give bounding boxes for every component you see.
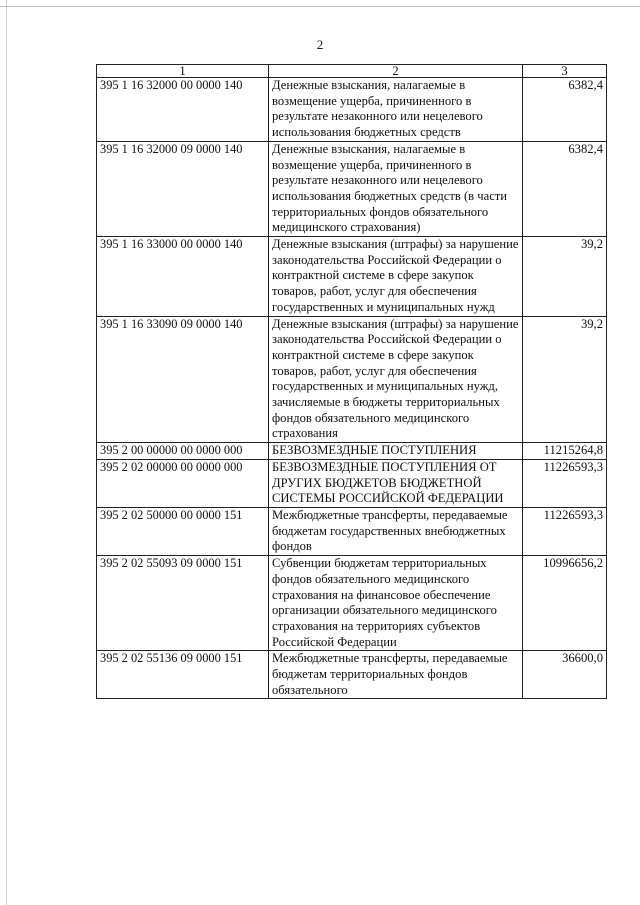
page-number: 2 xyxy=(316,37,324,52)
table-row xyxy=(97,556,607,651)
row-code: 395 2 02 55093 09 0000 151 xyxy=(97,556,269,651)
table-row xyxy=(97,141,607,236)
row-description: Межбюджетные трансферты, передаваемые бюджетам территориальных фондов обязательного xyxy=(269,651,523,699)
row-description: Денежные взыскания (штрафы) за нарушение законодательства Российской Федерации о контрактной системе в сфере закупок товаров, работ, услуг для обеспечения государственных и муниципальных нужд xyxy=(269,237,523,317)
column-header-1: 1 xyxy=(97,65,269,78)
table-row xyxy=(97,316,607,443)
table-row xyxy=(97,237,607,317)
table-row xyxy=(97,78,607,142)
row-amount: 36600,0 xyxy=(523,651,607,699)
scan-left-edge xyxy=(0,0,7,905)
row-amount: 11226593,3 xyxy=(523,459,607,507)
row-code: 395 2 02 00000 00 0000 000 xyxy=(97,459,269,507)
row-description: Денежные взыскания, налагаемые в возмещение ущерба, причиненного в результате незаконного или нецелевого использования бюджетных средств xyxy=(269,78,523,142)
row-amount: 10996656,2 xyxy=(523,556,607,651)
row-description: Денежные взыскания, налагаемые в возмещение ущерба, причиненного в результате незаконного или нецелевого использования бюджетных средств (в части территориальных фондов обязательного медицинского страхования) xyxy=(269,141,523,236)
row-code: 395 1 16 32000 00 0000 140 xyxy=(97,78,269,142)
row-code: 395 2 02 55136 09 0000 151 xyxy=(97,651,269,699)
row-code: 395 1 16 33090 09 0000 140 xyxy=(97,316,269,443)
column-header-3: 3 xyxy=(523,65,607,78)
row-code: 395 1 16 33000 00 0000 140 xyxy=(97,237,269,317)
table-row xyxy=(97,507,607,555)
row-amount: 6382,4 xyxy=(523,78,607,142)
column-header-2: 2 xyxy=(269,65,523,78)
scan-top-edge xyxy=(0,0,640,7)
row-description: Субвенции бюджетам территориальных фондов обязательного медицинского страхования на финансовое обеспечение организации обязательного медицинского страхования на территориях субъектов Российской Федерации xyxy=(269,556,523,651)
row-amount: 6382,4 xyxy=(523,141,607,236)
budget-revenue-table xyxy=(96,64,607,699)
row-description: Межбюджетные трансферты, передаваемые бюджетам государственных внебюджетных фондов xyxy=(269,507,523,555)
row-code: 395 1 16 32000 09 0000 140 xyxy=(97,141,269,236)
row-amount: 39,2 xyxy=(523,316,607,443)
table-row xyxy=(97,459,607,507)
table-row xyxy=(97,443,607,460)
row-code: 395 2 00 00000 00 0000 000 xyxy=(97,443,269,460)
row-description: БЕЗВОЗМЕЗДНЫЕ ПОСТУПЛЕНИЯ xyxy=(269,443,523,460)
table-row xyxy=(97,651,607,699)
row-amount: 39,2 xyxy=(523,237,607,317)
row-description: БЕЗВОЗМЕЗДНЫЕ ПОСТУПЛЕНИЯ ОТ ДРУГИХ БЮДЖЕТОВ БЮДЖЕТНОЙ СИСТЕМЫ РОССИЙСКОЙ ФЕДЕРАЦИИ xyxy=(269,459,523,507)
header-row xyxy=(97,65,607,78)
row-amount: 11226593,3 xyxy=(523,507,607,555)
row-description: Денежные взыскания (штрафы) за нарушение законодательства Российской Федерации о контрактной системе в сфере закупок товаров, работ, услуг для обеспечения государственных и муниципальных нужд, зачисляемые в бюджеты территориальных фондов обязательного медицинского страхования xyxy=(269,316,523,443)
row-code: 395 2 02 50000 00 0000 151 xyxy=(97,507,269,555)
row-amount: 11215264,8 xyxy=(523,443,607,460)
